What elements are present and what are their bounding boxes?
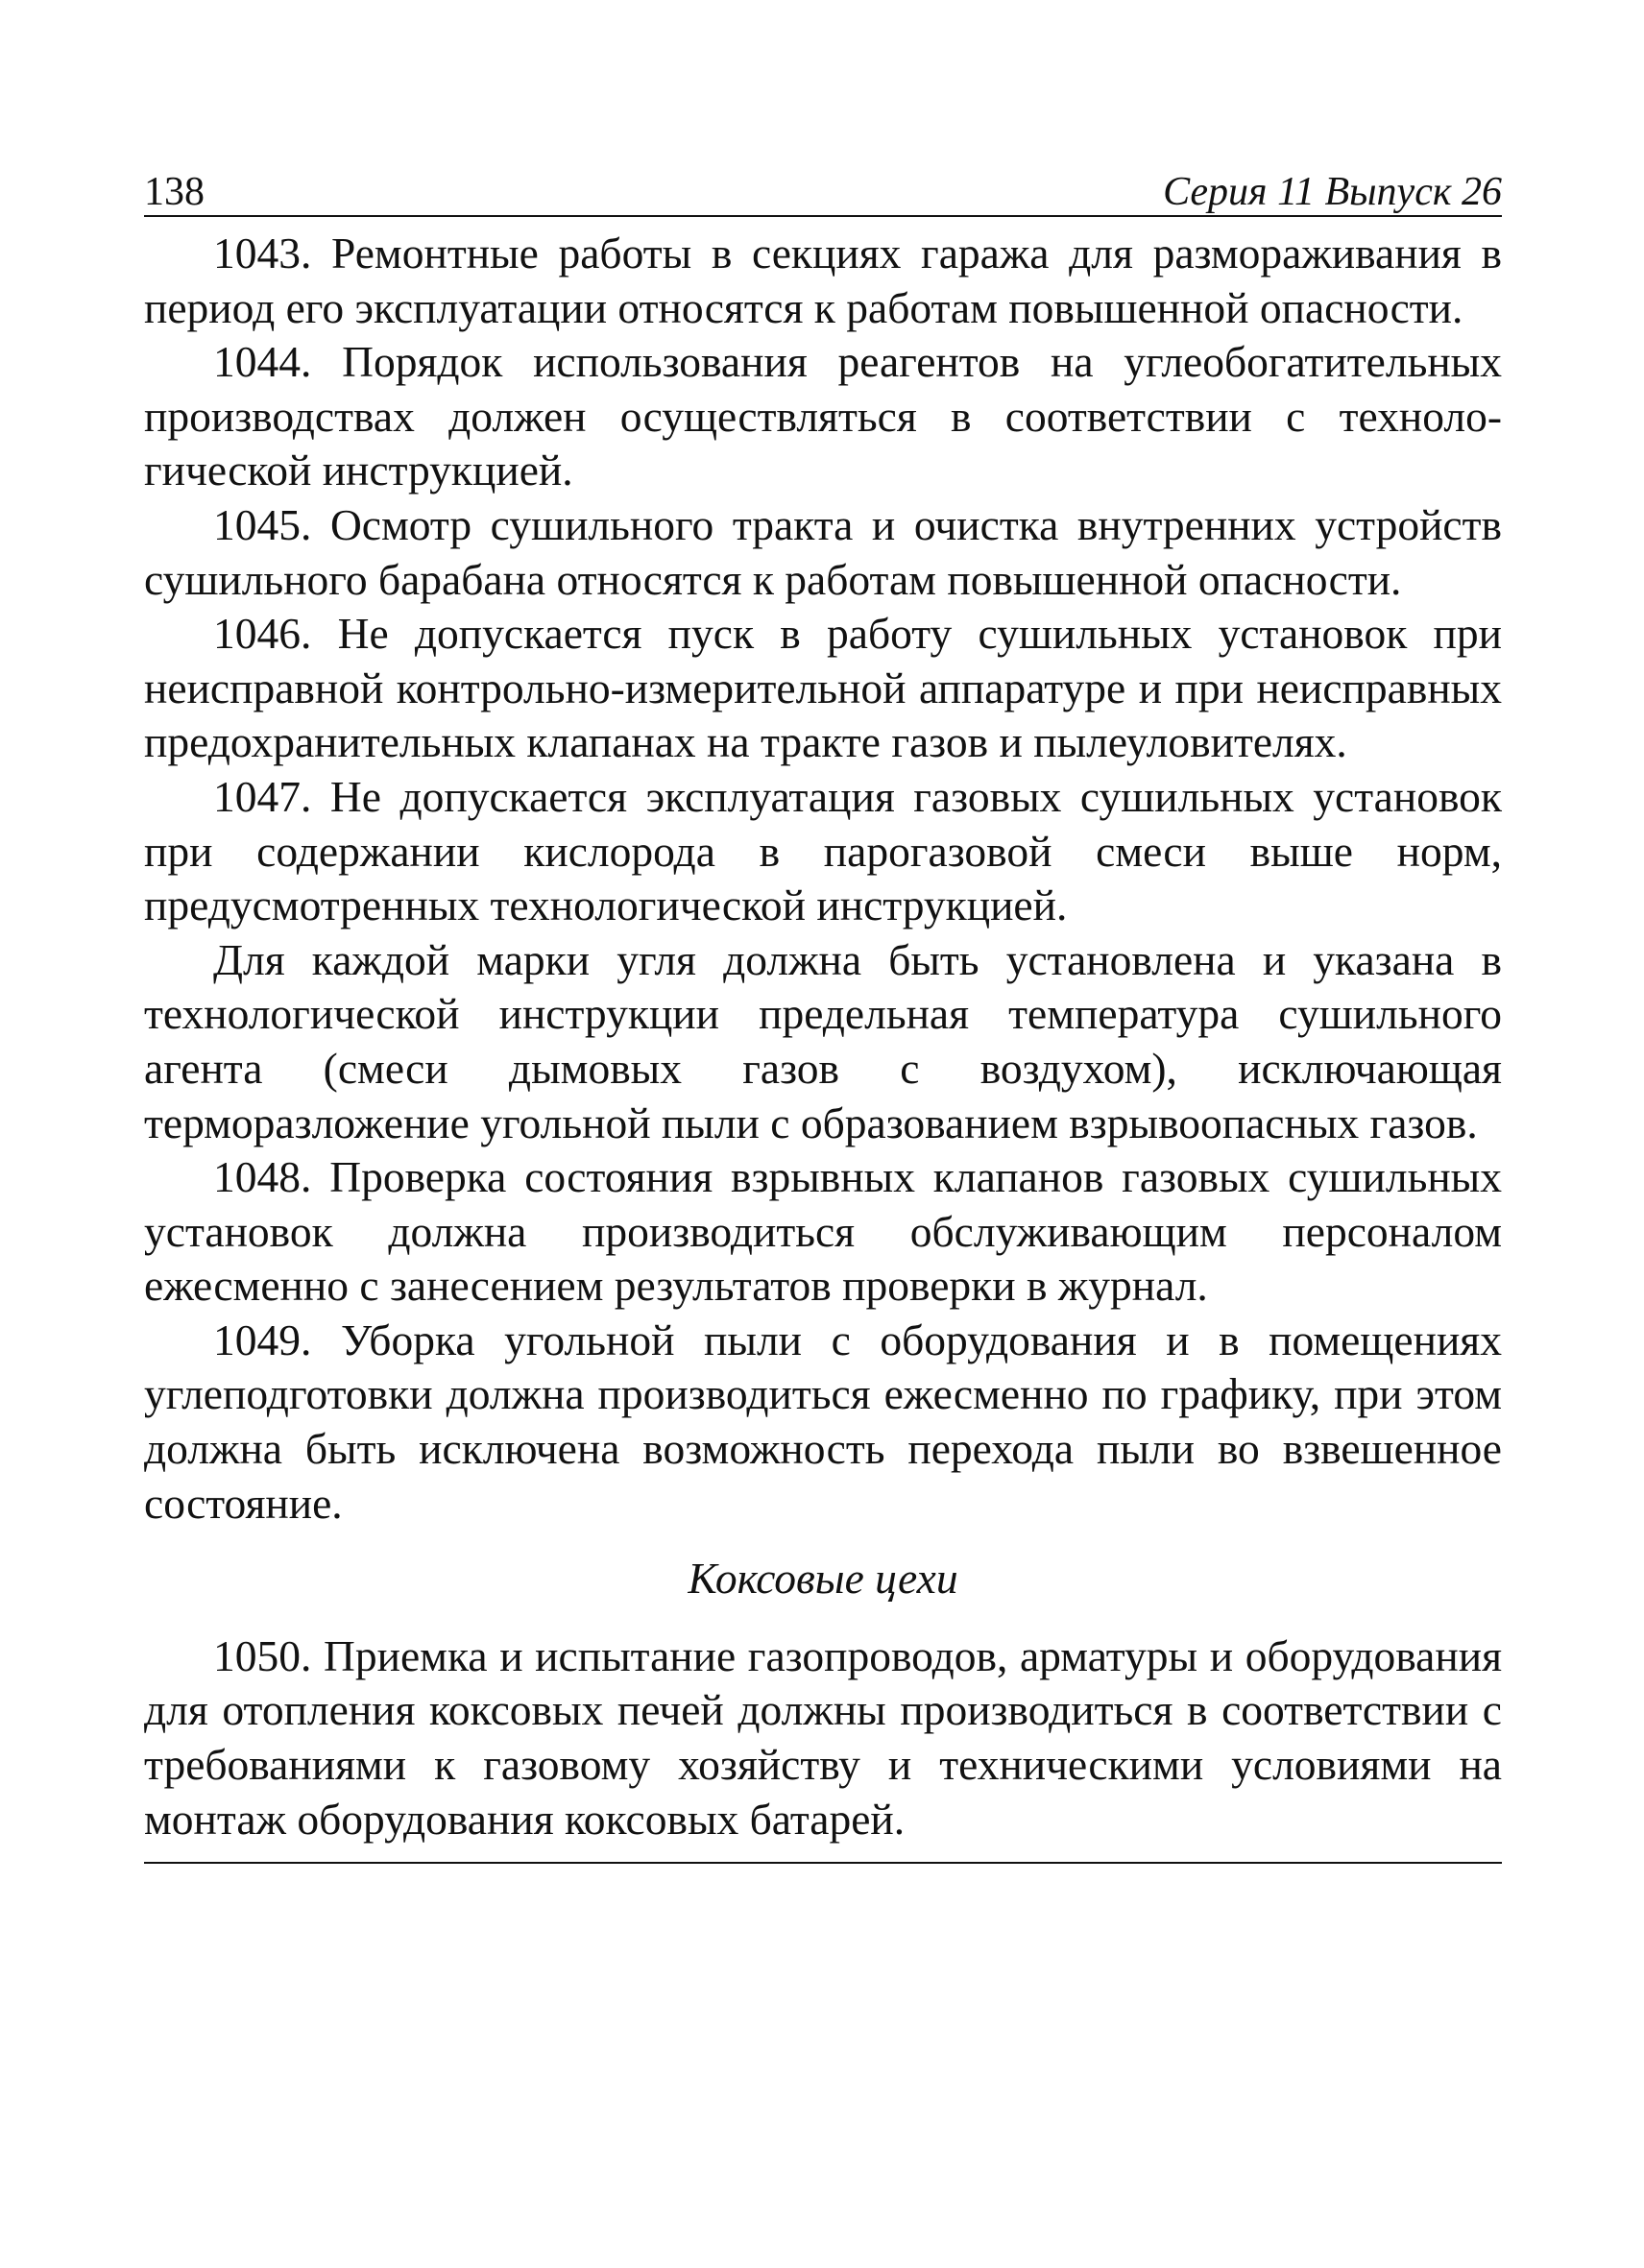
paragraph-1048: 1048. Проверка состояния взрывных клапанов газовых сушильных установок должна производиться обслуживающим персоналом ежесменно с занесением результатов проверки в журнал. <box>144 1152 1502 1311</box>
document-page <box>144 165 1502 1864</box>
paragraph-1046: 1046. Не допускается пуск в работу сушильных установок при неисправной контрольно-измерительной аппаратуре и при неисправных предохранительных клапанах на тракте газов и пылеуловителях. <box>144 609 1502 767</box>
paragraph-1044: 1044. Порядок использования реагентов на углеобогатительных производствах должен осуществляться в соответствии с технологической инструкцией. <box>144 337 1502 495</box>
page-header <box>144 165 1502 217</box>
page-number: 138 <box>144 170 205 214</box>
body-text <box>144 227 1502 1846</box>
bottom-rule <box>144 1862 1502 1864</box>
paragraph-1047-continuation: Для каждой марки угля должна быть установлена и указана в технологической инструкции предельная температура сушильного агента (смеси дымовых газов с воздухом), исключающая терморазложение угольной пыли с образованием взрывоопасных газов. <box>144 934 1502 1147</box>
paragraph-1043: 1043. Ремонтные работы в секциях гаража для размораживания в период его эксплуатации относятся к работам повышенной опасности. <box>144 229 1502 332</box>
section-heading: Коксовые цехи <box>688 1554 958 1604</box>
paragraph-1047: 1047. Не допускается эксплуатация газовых сушильных установок при содержании кислорода в парогазовой смеси выше норм, предусмотренных технологической инструкцией. <box>144 771 1502 930</box>
running-title: Серия 11 Выпуск 26 <box>1163 170 1502 214</box>
paragraph-1049: 1049. Уборка угольной пыли с оборудования и в помещениях углеподготовки должна производиться ежесменно по графику, при этом должна быть исключена возможность перехода пыли во взвешенное состояние. <box>144 1315 1502 1528</box>
paragraph-1045: 1045. Осмотр сушильного тракта и очистка внутренних устройств сушильного барабана относятся к работам повышенной опасности. <box>144 499 1502 604</box>
paragraph-1050: 1050. Приемка и испытание газопроводов, арматуры и оборудования для отопления коксовых печей должны производиться в соответствии с требованиями к газовому хозяйству и техническими условиями на монтаж оборудования коксовых батарей. <box>144 1630 1502 1844</box>
